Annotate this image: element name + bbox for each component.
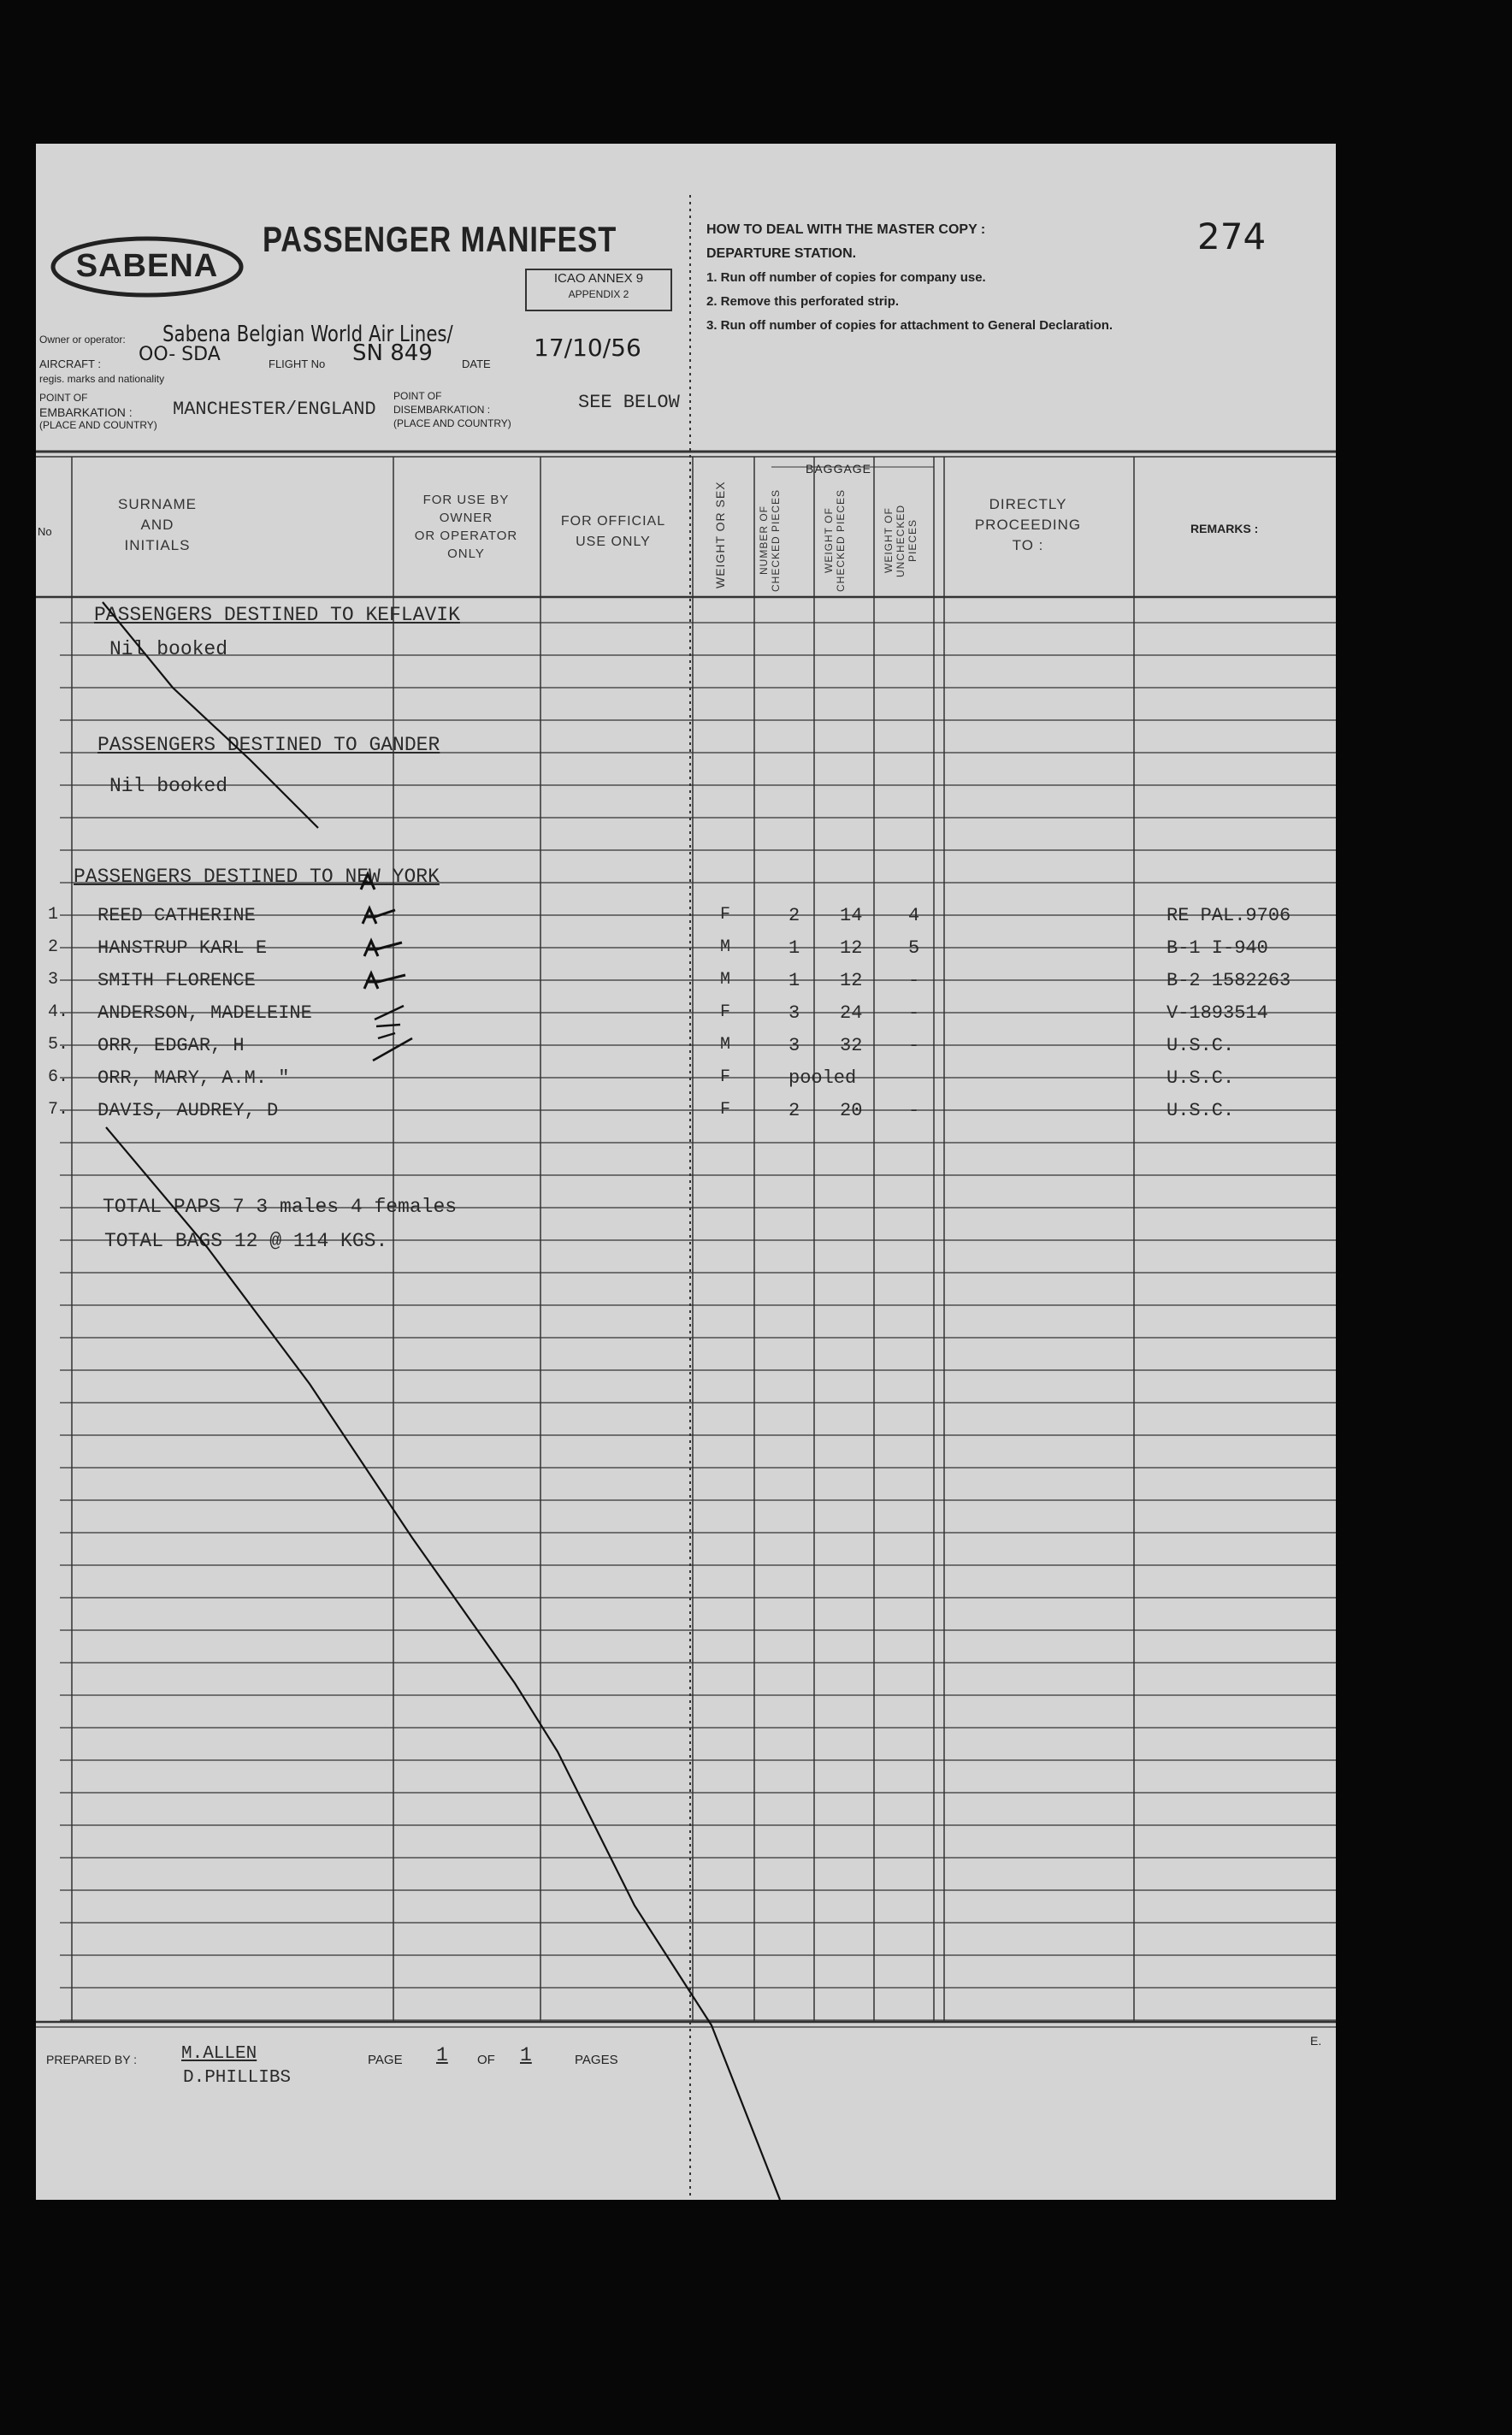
date-label: DATE xyxy=(462,358,491,370)
check-mark-1 xyxy=(361,874,375,889)
col-num-checked: NUMBER OF CHECKED PIECES xyxy=(758,488,782,593)
logo-text: SABENA xyxy=(75,248,219,284)
col-baggage: BAGGAGE xyxy=(806,462,872,476)
col-weight-checked: WEIGHT OF CHECKED PIECES xyxy=(823,488,847,593)
passenger-no: 7. xyxy=(48,1100,69,1120)
of-value: 1 xyxy=(520,2044,532,2066)
embark-label-3: (PLACE AND COUNTRY) xyxy=(39,419,157,431)
passenger-no: 4. xyxy=(48,1002,69,1022)
check-mark-4 xyxy=(364,973,405,989)
embark-value: MANCHESTER/ENGLAND xyxy=(173,399,376,420)
passenger-remarks: V-1893514 xyxy=(1166,1002,1268,1024)
aircraft-label: AIRCRAFT : xyxy=(39,358,101,370)
passenger-pieces: 2 xyxy=(788,1100,800,1121)
passenger-no: 3 xyxy=(48,970,59,990)
passenger-name: REED CATHERINE xyxy=(97,905,256,926)
section-gander-note: Nil booked xyxy=(109,775,228,797)
passenger-no: 6. xyxy=(48,1067,69,1087)
passenger-weight-checked: 14 xyxy=(840,905,863,926)
passenger-weight-unchecked: 5 xyxy=(908,937,920,959)
passenger-name: SMITH FLORENCE xyxy=(97,970,256,991)
passenger-weight-unchecked: 4 xyxy=(908,905,920,926)
check-mark-7 xyxy=(378,1033,395,1038)
passenger-remarks: U.S.C. xyxy=(1166,1035,1235,1056)
date-value: 17/10/56 xyxy=(534,334,641,362)
passenger-name: ORR, MARY, A.M. " xyxy=(97,1067,290,1089)
check-mark-6 xyxy=(373,1038,412,1061)
check-mark-5 xyxy=(375,1006,404,1026)
page-label: PAGE xyxy=(368,2053,403,2067)
prepared-by-name-1: M.ALLEN xyxy=(181,2044,257,2064)
prepared-by-label: PREPARED BY : xyxy=(46,2053,138,2066)
passenger-weight-checked: 20 xyxy=(840,1100,863,1121)
passenger-weight-checked: 32 xyxy=(840,1035,863,1056)
embark-label-2: EMBARKATION : xyxy=(39,405,133,419)
embark-label-1: POINT OF xyxy=(39,392,88,404)
passenger-pieces: 3 xyxy=(788,1002,800,1024)
pen-strokes xyxy=(36,144,1336,2200)
passenger-weight-unchecked: - xyxy=(908,1035,920,1056)
passenger-pieces: 3 xyxy=(788,1035,800,1056)
disembark-label-2: DISEMBARKATION : xyxy=(393,404,491,416)
instructions-title: HOW TO DEAL WITH THE MASTER COPY : xyxy=(706,222,986,237)
instructions-subtitle: DEPARTURE STATION. xyxy=(706,246,857,261)
passenger-no: 5. xyxy=(48,1035,69,1055)
col-proceeding: DIRECTLY PROCEEDING TO : xyxy=(974,496,1082,553)
aircraft-value: OO- SDA xyxy=(139,344,221,365)
passenger-name: ORR, EDGAR, H xyxy=(97,1035,245,1056)
instruction-3: 3. Run off number of copies for attachment to General Declaration. xyxy=(706,318,1113,333)
passenger-remarks: B-1 I-940 xyxy=(1166,937,1268,959)
pages-label: PAGES xyxy=(575,2053,618,2067)
passenger-sex: F xyxy=(720,1002,731,1022)
manifest-document xyxy=(36,144,1336,2200)
prepared-by-name-2: D.PHILLIBS xyxy=(183,2068,292,2088)
passenger-weight-unchecked: - xyxy=(908,1100,920,1121)
flight-label: FLIGHT No xyxy=(269,358,326,370)
passenger-sex: M xyxy=(720,1035,731,1055)
passenger-weight-unchecked: - xyxy=(908,1002,920,1024)
disembark-label-1: POINT OF xyxy=(393,390,442,402)
instruction-2: 2. Remove this perforated strip. xyxy=(706,294,900,309)
col-remarks: REMARKS : xyxy=(1190,522,1259,535)
col-surname: SURNAME AND INITIALS xyxy=(117,496,197,553)
check-mark-3 xyxy=(364,941,402,956)
passenger-no: 1 xyxy=(48,905,59,925)
passenger-pooled-note: pooled xyxy=(788,1067,857,1089)
passenger-pieces: 2 xyxy=(788,905,800,926)
icao-line2: APPENDIX 2 xyxy=(568,288,629,300)
passenger-weight-unchecked: - xyxy=(908,970,920,991)
passenger-sex: F xyxy=(720,905,731,925)
operator-value: Sabena Belgian World Air Lines/ xyxy=(162,322,453,347)
page-stamp-number: 274 xyxy=(1197,216,1267,257)
passenger-sex: M xyxy=(720,970,731,990)
passenger-no: 2 xyxy=(48,937,59,957)
passenger-weight-checked: 12 xyxy=(840,970,863,991)
section-keflavik-note: Nil booked xyxy=(109,638,228,660)
passenger-remarks: U.S.C. xyxy=(1166,1100,1235,1121)
disembark-label-3: (PLACE AND COUNTRY) xyxy=(393,417,511,429)
passenger-remarks: B-2 1582263 xyxy=(1166,970,1291,991)
instruction-1: 1. Run off number of copies for company use. xyxy=(706,270,986,285)
passenger-pieces: 1 xyxy=(788,970,800,991)
section-keflavik: PASSENGERS DESTINED TO KEFLAVIK xyxy=(94,604,460,626)
passenger-remarks: RE PAL.9706 xyxy=(1166,905,1291,926)
page-value: 1 xyxy=(436,2044,448,2066)
passenger-sex: F xyxy=(720,1100,731,1120)
passenger-remarks: U.S.C. xyxy=(1166,1067,1235,1089)
passenger-sex: M xyxy=(720,937,731,957)
diagonal-strike-upper xyxy=(103,602,318,828)
passenger-sex: F xyxy=(720,1067,731,1087)
col-official-use: FOR OFFICIAL USE ONLY xyxy=(560,514,666,549)
operator-label: Owner or operator: xyxy=(39,334,126,346)
section-gander: PASSENGERS DESTINED TO GANDER xyxy=(97,734,440,756)
flight-value: SN 849 xyxy=(352,340,433,366)
col-no: No xyxy=(38,525,52,538)
passenger-name: DAVIS, AUDREY, D xyxy=(97,1100,279,1121)
icao-line1: ICAO ANNEX 9 xyxy=(553,271,644,286)
passenger-weight-checked: 12 xyxy=(840,937,863,959)
passenger-weight-checked: 24 xyxy=(840,1002,863,1024)
section-newyork: PASSENGERS DESTINED TO NEW YORK xyxy=(74,866,440,888)
col-weight-sex: WEIGHT OR SEX xyxy=(713,481,727,588)
diagonal-strike-lower xyxy=(106,1127,780,2200)
corner-mark: E. xyxy=(1310,2034,1322,2048)
of-label: OF xyxy=(477,2053,495,2067)
check-mark-2 xyxy=(363,908,395,924)
passenger-pieces: 1 xyxy=(788,937,800,959)
total-paps: TOTAL PAPS 7 3 males 4 females xyxy=(103,1196,458,1218)
aircraft-sublabel: regis. marks and nationality xyxy=(39,373,165,385)
passenger-name: HANSTRUP KARL E xyxy=(97,937,268,959)
total-bags: TOTAL BAGS 12 @ 114 KGS. xyxy=(104,1230,388,1252)
disembark-value: SEE BELOW xyxy=(578,392,680,413)
document-title: PASSENGER MANIFEST xyxy=(263,219,617,259)
col-weight-unchecked: WEIGHT OF UNCHECKED PIECES xyxy=(883,504,918,577)
passenger-name: ANDERSON, MADELEINE xyxy=(97,1002,312,1024)
col-owner-use: FOR USE BY OWNER OR OPERATOR ONLY xyxy=(414,493,518,561)
